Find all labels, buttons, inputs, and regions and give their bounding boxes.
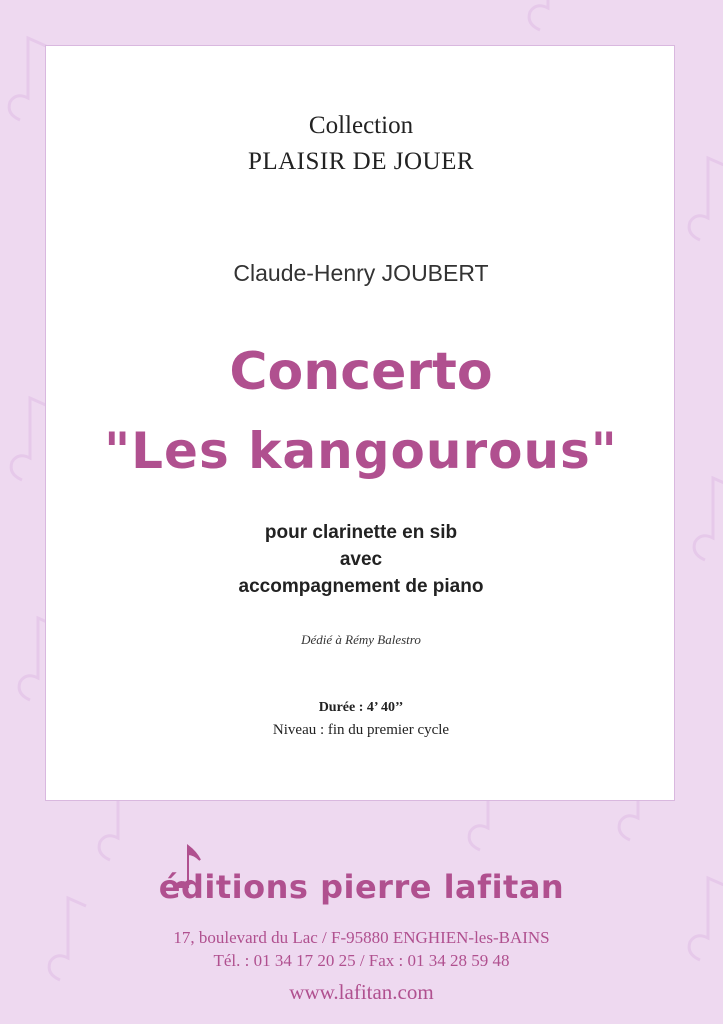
publisher-address: 17, boulevard du Lac / F-95880 ENGHIEN-les-BAINS [173, 928, 550, 947]
collection-label: Collection [308, 112, 414, 139]
publisher-website: www.lafitan.com [289, 980, 434, 1004]
level: Niveau : fin du premier cycle [272, 722, 450, 738]
collection-name: PLAISIR DE JOUER [247, 148, 475, 175]
instrumentation-line-2: avec [339, 549, 383, 570]
publisher-name: éditions pierre lafitan [158, 868, 565, 906]
title-line-2: "Les kangourous" [104, 422, 618, 480]
instrumentation-line-3: accompagnement de piano [238, 576, 484, 597]
cover-panel [45, 45, 675, 801]
composer-name: Claude-Henry JOUBERT [233, 260, 489, 286]
title-line-1: Concerto [229, 342, 493, 402]
duration: Durée : 4’ 40’’ [318, 700, 404, 715]
instrumentation-line-1: pour clarinette en sib [264, 522, 458, 543]
publisher-phone-fax: Tél. : 01 34 17 20 25 / Fax : 01 34 28 59 48 [213, 951, 510, 970]
dedication: Dédié à Rémy Balestro [301, 632, 421, 647]
